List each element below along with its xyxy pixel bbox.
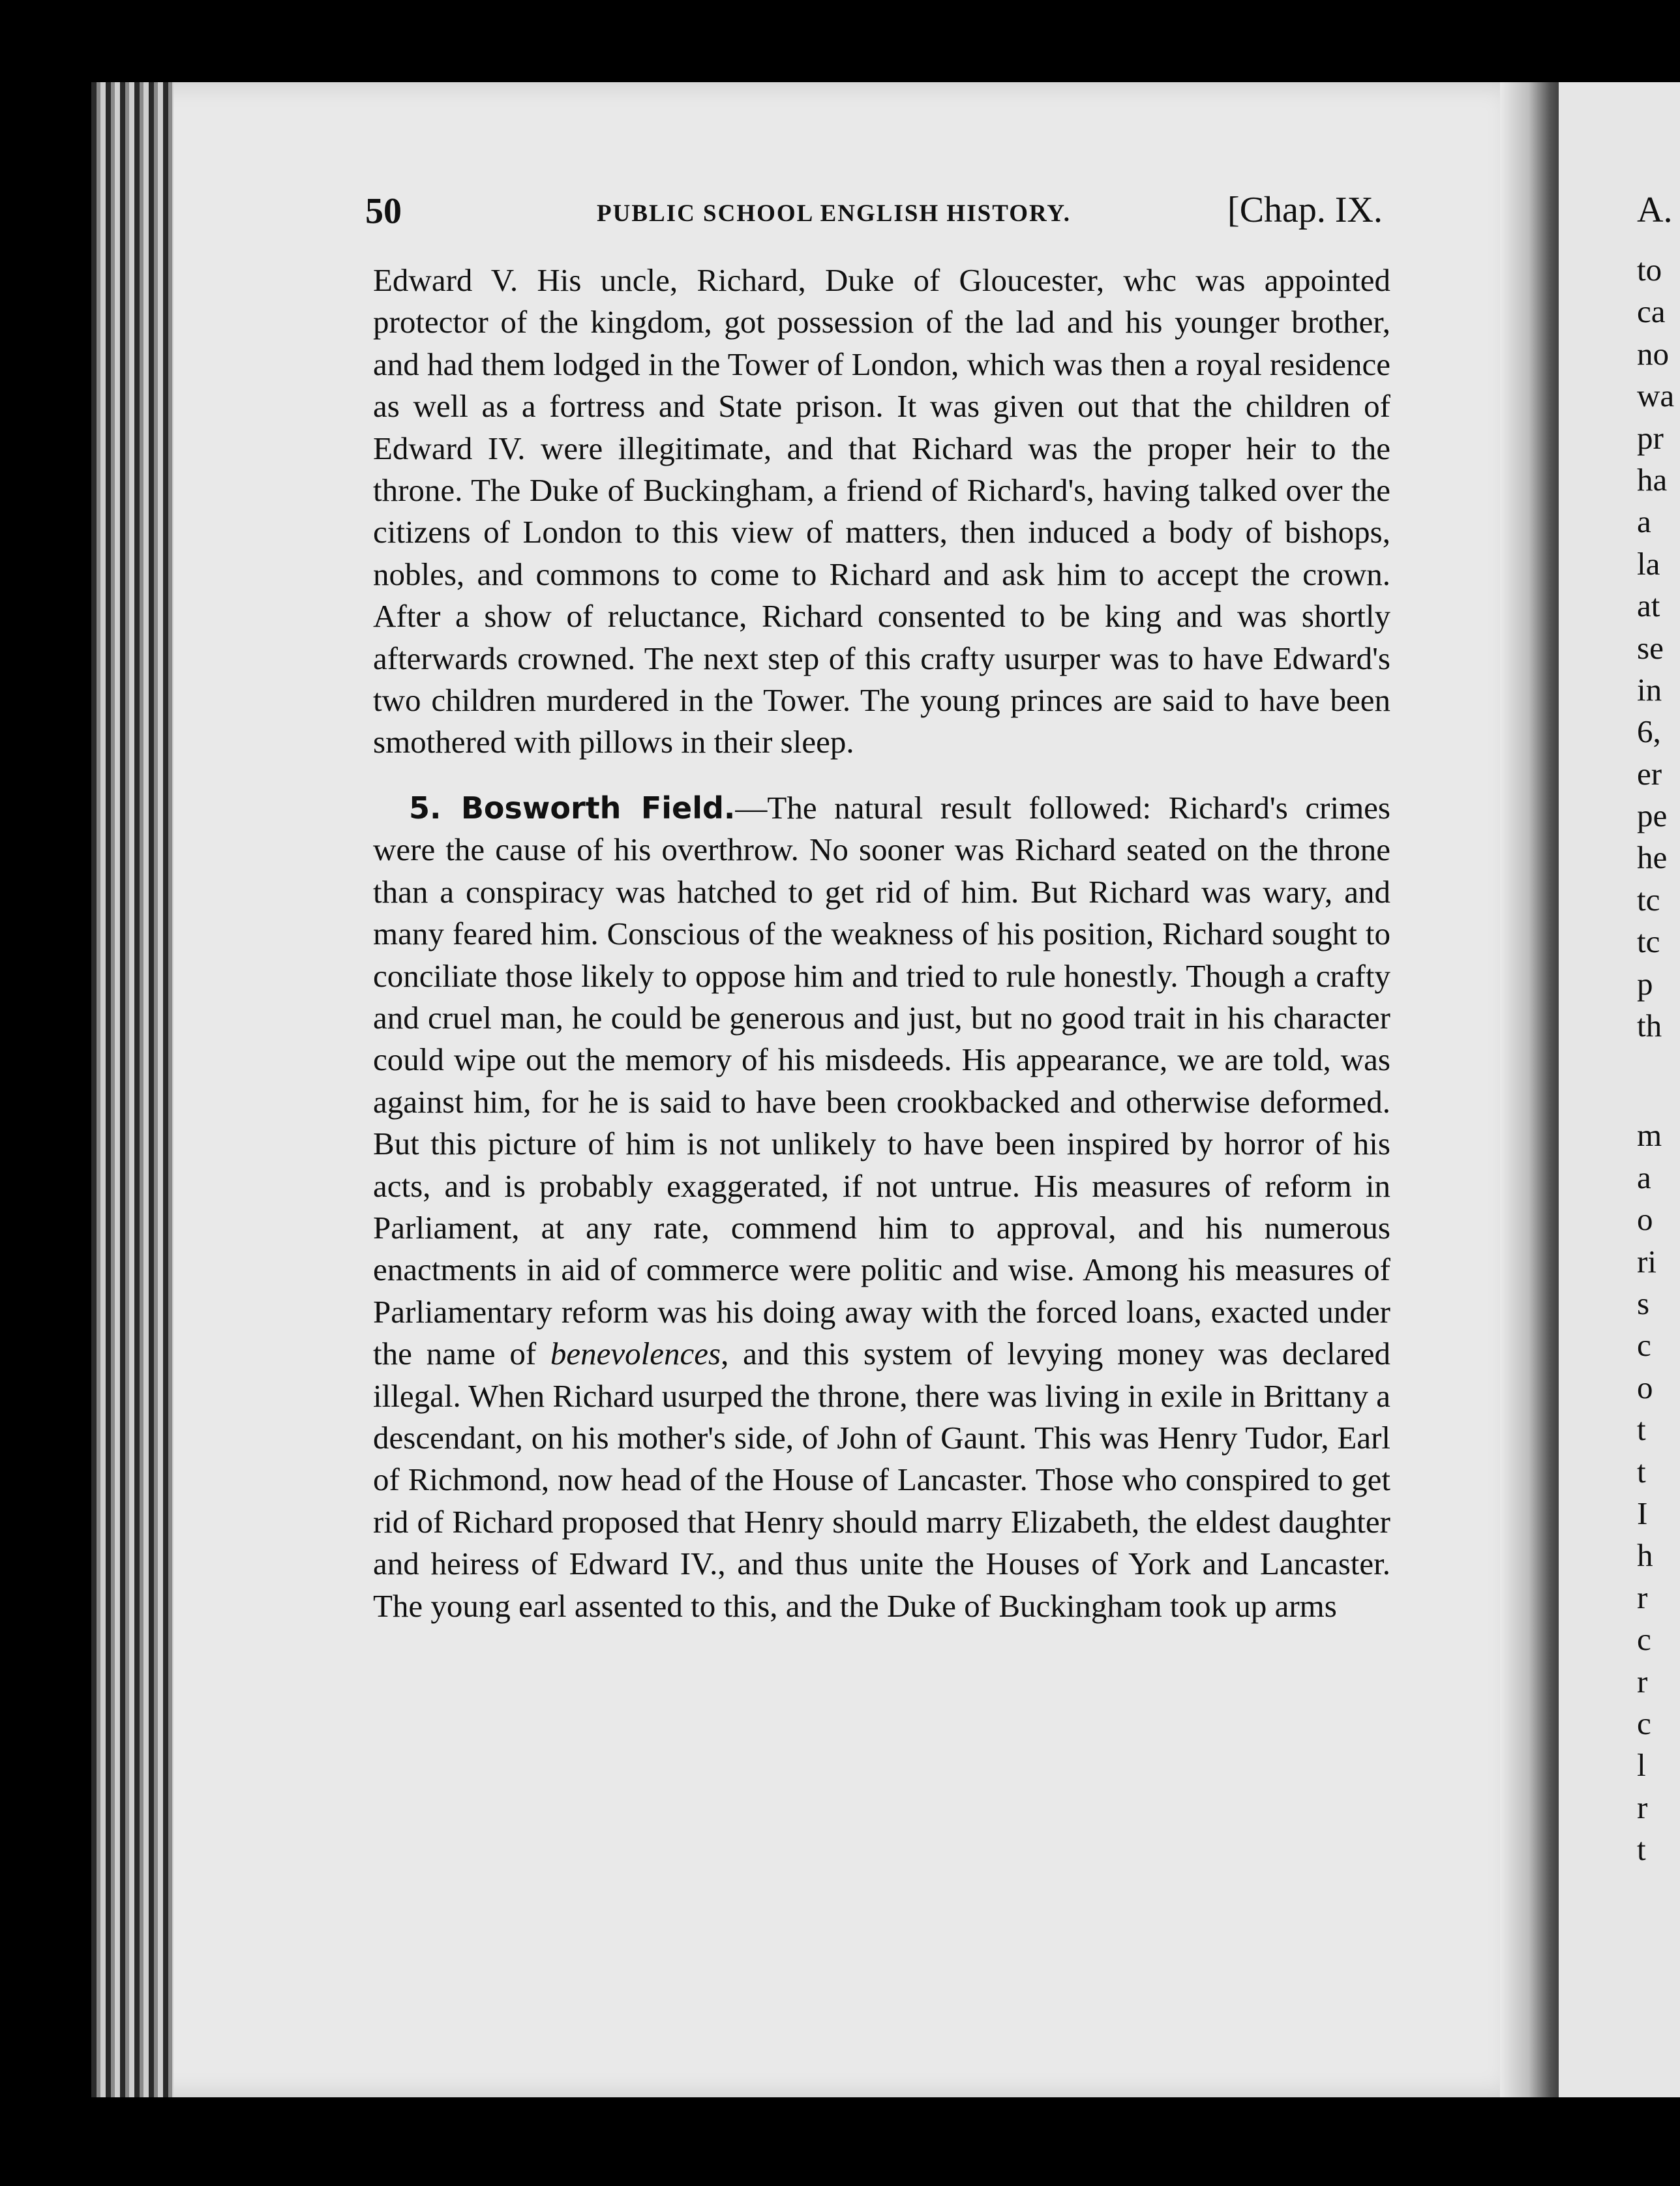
right-line-fragment: r — [1637, 1663, 1648, 1699]
right-line-fragment: p — [1637, 965, 1653, 1002]
right-fragments-bottom — [1637, 1115, 1680, 1870]
right-line-fragment: pe — [1637, 798, 1668, 834]
right-line-fragment: o — [1637, 1369, 1653, 1405]
right-line-fragment: o — [1637, 1201, 1653, 1238]
section-heading: 5. Bosworth Field. — [409, 790, 736, 826]
right-line-fragment: m — [1637, 1117, 1662, 1154]
right-line-fragment: wa — [1637, 378, 1675, 414]
right-line-fragment: no — [1637, 335, 1669, 372]
right-line-fragment: t — [1637, 1453, 1646, 1490]
right-line-fragment: th — [1637, 1008, 1662, 1044]
right-line-fragment: c — [1637, 1705, 1651, 1741]
paragraph-gap — [1637, 1047, 1680, 1115]
right-line-fragment: ri — [1637, 1243, 1657, 1280]
right-fragments-top — [1637, 249, 1680, 1047]
right-line-fragment: t — [1637, 1831, 1646, 1868]
chapter-reference: [Chap. IX. — [1227, 190, 1383, 230]
page-header — [365, 190, 1383, 243]
right-line-fragment: 6, — [1637, 713, 1661, 750]
right-line-fragment: a — [1637, 1159, 1651, 1195]
right-line-fragment: s — [1637, 1285, 1650, 1321]
italic-term: benevolences — [550, 1336, 721, 1372]
right-line-fragment: c — [1637, 1327, 1651, 1364]
section-text: —The natural result followed: Richard's crimes were the cause of his overthrow. No sooner was Richard seated on the throne than a conspiracy was hatched to get rid of him. But Richard was wary, and many feared him. Conscious of the weakness of his position, Richard sought to conciliate those likely to oppose him and tried to rule honestly. Though a crafty and cruel man, he could be generous and just, but no good trait in his character could wipe out the memory of his misdeeds. His appearance, we are told, was against him, for he is said to have been crookbacked and otherwise deformed. But this picture of him is not unlikely to have been inspired by horror of his acts, and is probably exaggerated, if not untrue. His measures of reform in Parliament, at any rate, commend him to approval, and his numerous enactments in aid of commerce were politic and wise. Among his measures of Parliamentary reform was his doing away with the forced loans, exacted under the name of — [373, 789, 1391, 1372]
right-line-fragment: tc — [1637, 881, 1660, 918]
right-line-fragment: a — [1637, 503, 1651, 540]
right-line-fragment: tc — [1637, 923, 1660, 960]
section-bosworth-field — [373, 787, 1390, 1627]
page-edges — [91, 82, 173, 2097]
right-line-fragment: to — [1637, 252, 1662, 288]
right-line-fragment: he — [1637, 839, 1668, 876]
body-text — [373, 260, 1390, 1627]
right-line-fragment: er — [1637, 755, 1662, 792]
right-line-fragment: at — [1637, 588, 1660, 624]
right-line-fragment: pr — [1637, 419, 1664, 456]
page-number: 50 — [365, 191, 402, 232]
right-line-fragment: t — [1637, 1411, 1646, 1448]
right-line-fragment: ca — [1637, 293, 1666, 330]
section-text-continued: , and this system of levying money was declared illegal. When Richard usurped the throne, there was living in exile in Brittany a descendant, on his mother's side, of John of Gaunt. This was Henry Tudor, Earl of Richmond, now head of the House of Lancaster. Those who conspired to get rid of Richard proposed that Henry should marry Elizabeth, the eldest daughter and heiress of Edward IV., and thus unite the Houses of York and Lancaster. The young earl assented to this, and the Duke of Buckingham took up arms — [373, 1336, 1390, 1624]
right-line-fragment: r — [1637, 1579, 1648, 1615]
right-line-fragment: se — [1637, 629, 1664, 666]
right-page-header: A. — [1637, 190, 1673, 230]
right-page-text — [1637, 189, 1680, 1870]
right-line-fragment: in — [1637, 671, 1662, 708]
right-line-fragment: h — [1637, 1537, 1653, 1574]
right-line-fragment: la — [1637, 545, 1660, 582]
running-title: PUBLIC SCHOOL ENGLISH HISTORY. — [597, 200, 1071, 227]
right-line-fragment: l — [1637, 1747, 1646, 1784]
right-line-fragment: r — [1637, 1789, 1648, 1825]
right-line-fragment: c — [1637, 1621, 1651, 1658]
paragraph-edward-v: Edward V. His uncle, Richard, Duke of Gloucester, whc was appointed protector of the kingdom, got possession of the lad and his younger brother, and had them lodged in the Tower of London, which was then a royal residence as well as a fortress and State prison. It was given out that the children of Edward IV. were illegitimate, and that Richard was the proper heir to the throne. The Duke of Buckingham, a friend of Richard's, having talked over the citizens of London to this view of matters, then induced a body of bishops, nobles, and commons to come to Richard and ask him to accept the crown. After a show of reluctance, Richard consented to be king and was shortly afterwards crowned. The next step of this crafty usurper was to have Edward's two children murdered in the Tower. The young princes are said to have been smothered with pillows in their sleep. — [373, 262, 1390, 760]
right-line-fragment: I — [1637, 1495, 1648, 1531]
right-line-fragment: ha — [1637, 461, 1668, 498]
